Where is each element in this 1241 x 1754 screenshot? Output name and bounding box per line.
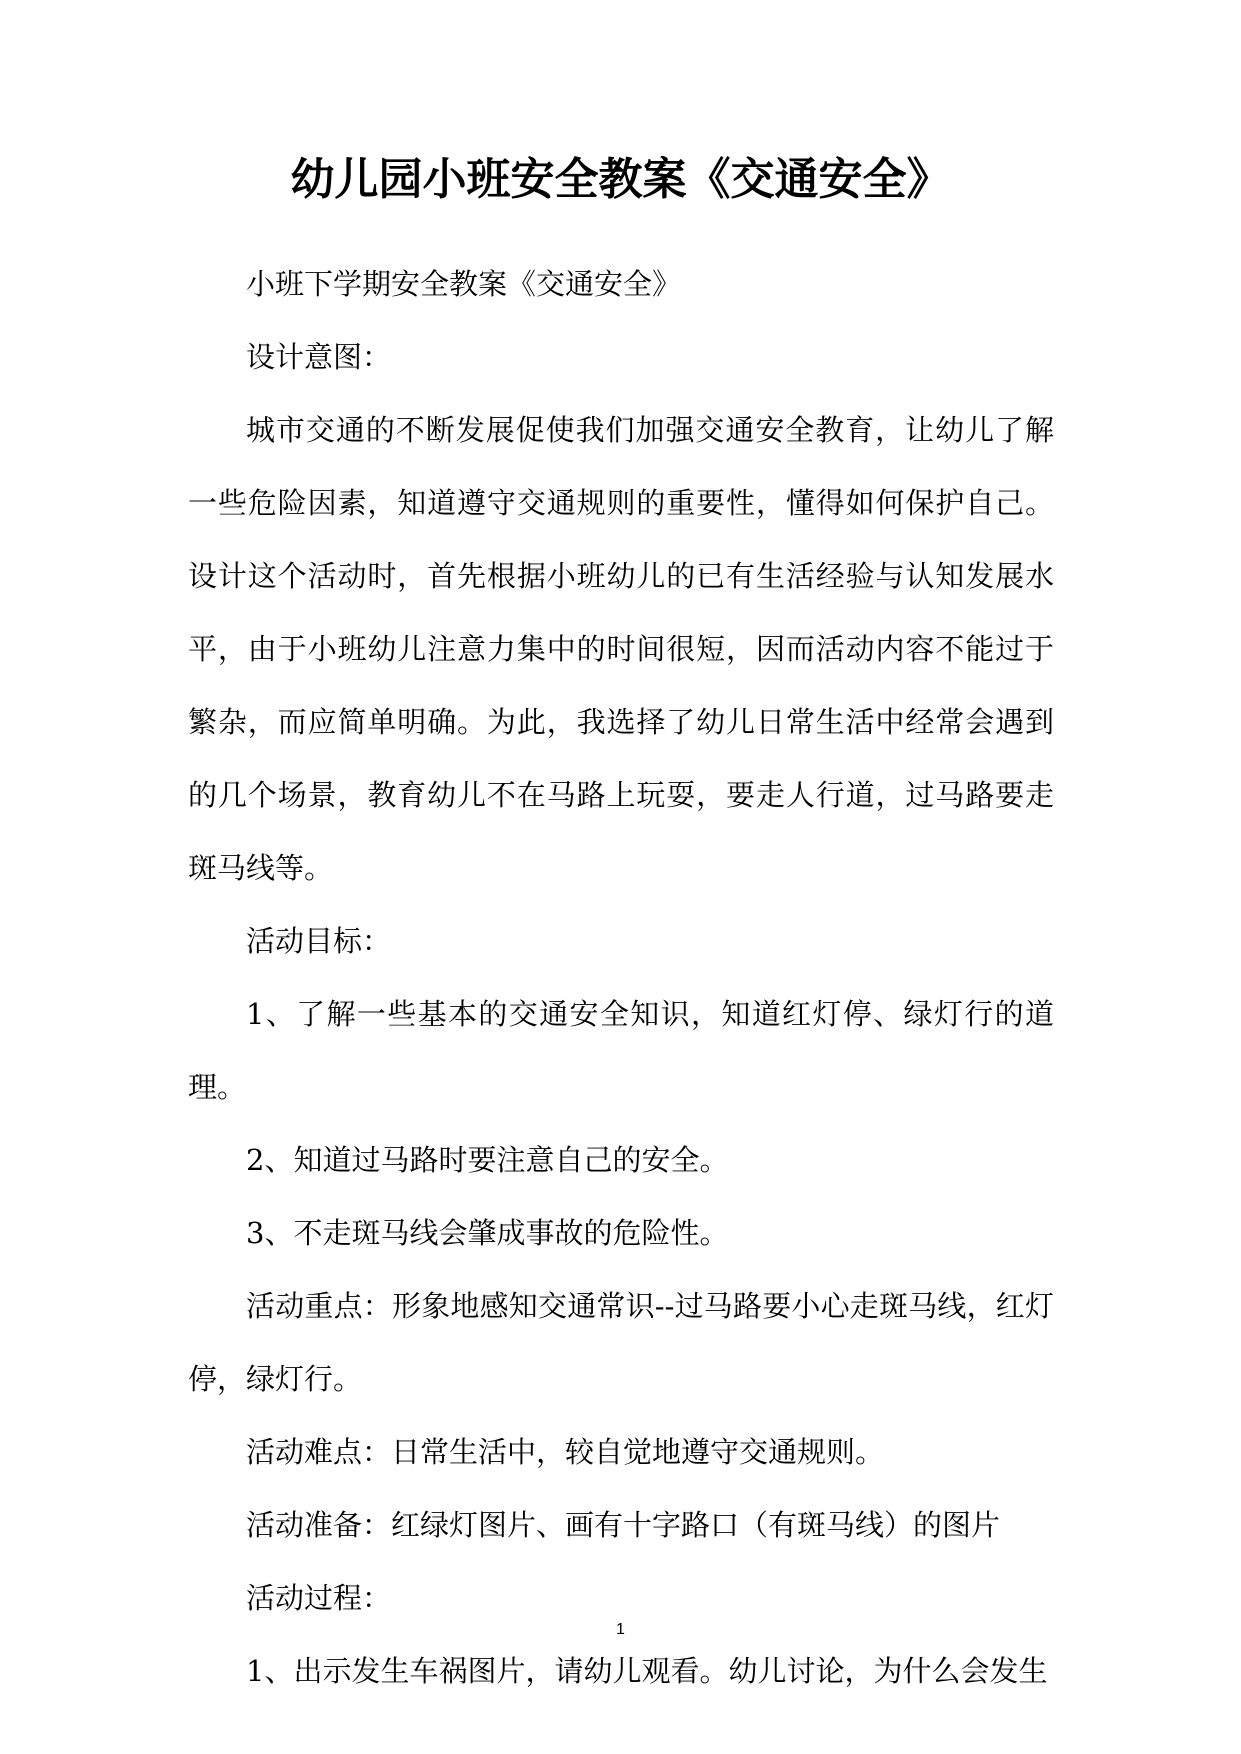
paragraph-goals-heading: 活动目标： <box>246 924 392 958</box>
document-body <box>188 248 1054 1708</box>
paragraph-difficulty: 活动难点：日常生活中，较自觉地遵守交通规则。 <box>246 1435 885 1469</box>
paragraph-preparation: 活动准备：红绿灯图片、画有十字路口（有斑马线）的图片 <box>246 1508 1001 1542</box>
document-title: 幼儿园小班安全教案《交通安全》 <box>290 154 951 205</box>
paragraph-goal-3: 3、不走斑马线会肇成事故的危险性。 <box>246 1216 729 1250</box>
paragraph-design-intent-heading: 设计意图： <box>246 340 392 374</box>
paragraph-goal-1: 1、了解一些基本的交通安全知识，知道红灯停、绿灯行的道理。 <box>188 997 1054 1104</box>
paragraph-process-step-1: 1、出示发生车祸图片，请幼儿观看。幼儿讨论，为什么会发生 <box>246 1654 1048 1688</box>
paragraph-design-intent: 城市交通的不断发展促使我们加强交通安全教育，让幼儿了解一些危险因素，知道遵守交通规则的重要性，懂得如何保护自己。设计这个活动时，首先根据小班幼儿的已有生活经验与认知发展水平，由于小班幼儿注意力集中的时间很短，因而活动内容不能过于繁杂，而应简单明确。为此，我选择了幼儿日常生活中经常会遇到的几个场景，教育幼儿不在马路上玩耍，要走人行道，过马路要走斑马线等。 <box>188 413 1054 885</box>
paragraph-key-point: 活动重点：形象地感知交通常识--过马路要小心走斑马线，红灯停，绿灯行。 <box>188 1289 1054 1396</box>
page-number: 1 <box>616 1621 625 1638</box>
paragraph-subtitle: 小班下学期安全教案《交通安全》 <box>246 267 682 301</box>
paragraph-process-heading: 活动过程： <box>246 1581 392 1615</box>
paragraph-goal-2: 2、知道过马路时要注意自己的安全。 <box>246 1143 729 1177</box>
